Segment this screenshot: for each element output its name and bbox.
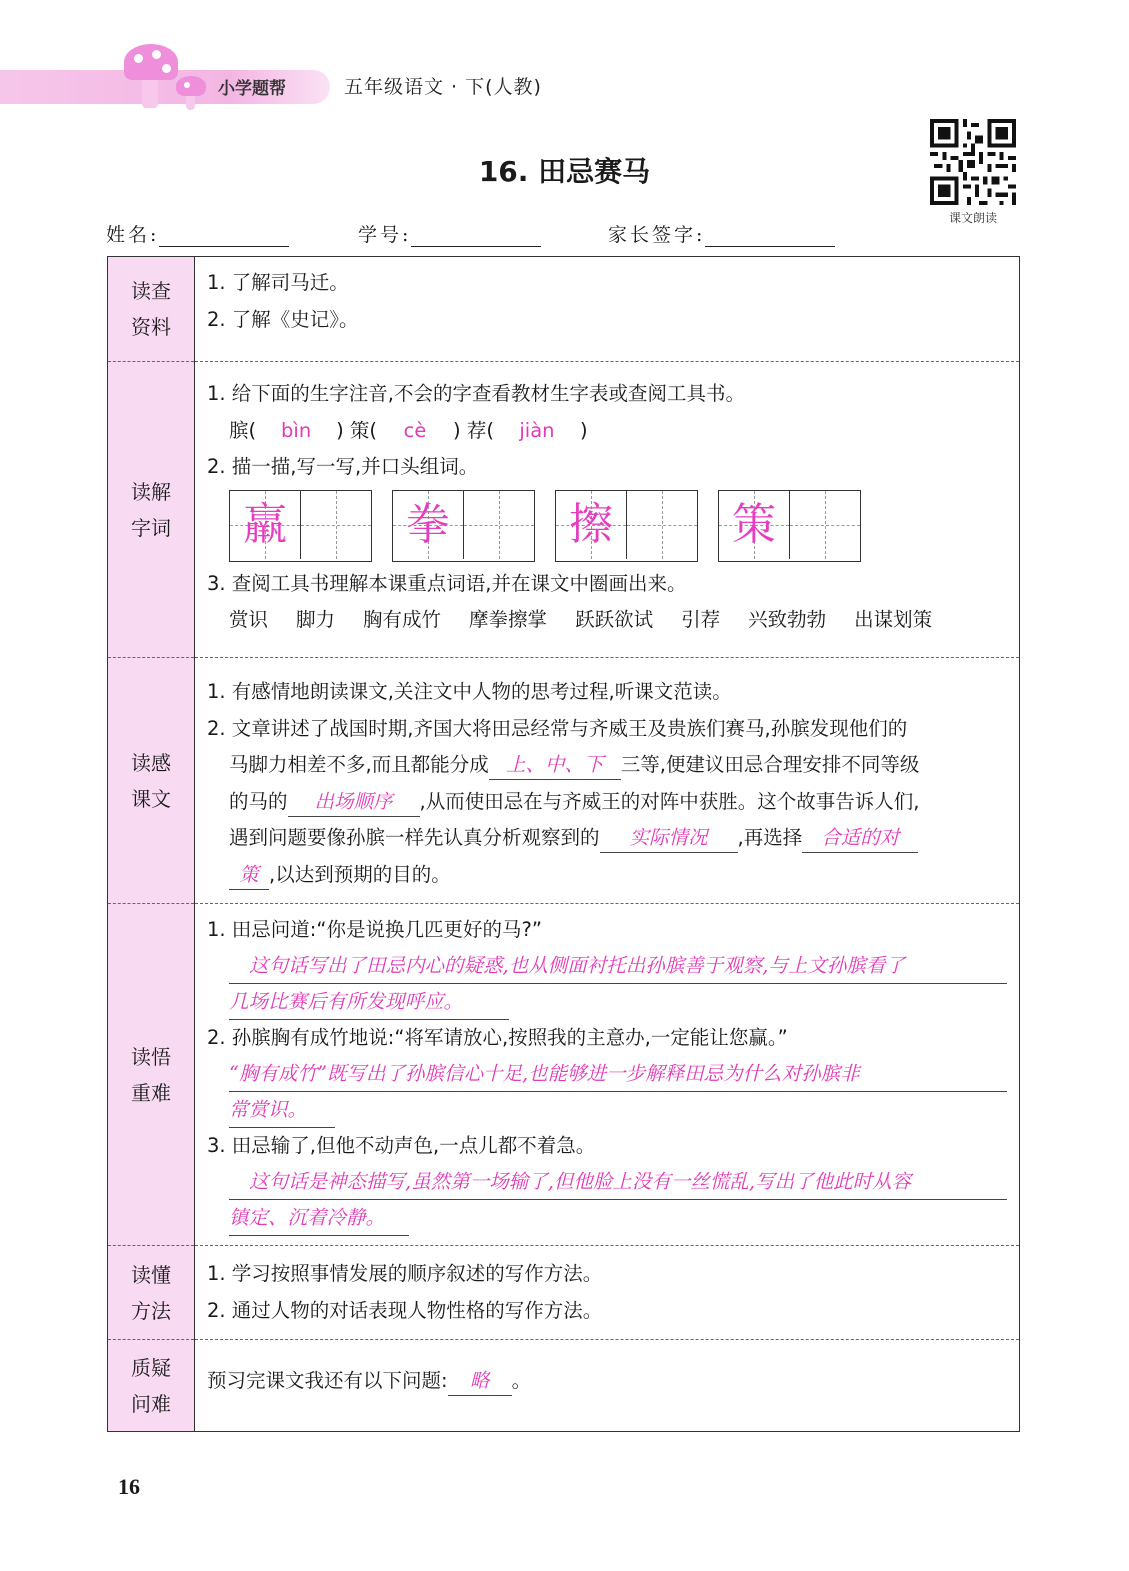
- question-line: 1. 田忌问道:“你是说换几匹更好的马?”: [207, 918, 542, 941]
- section-label: 读悟 重难: [108, 904, 195, 1246]
- vocabulary-list: [207, 602, 1007, 639]
- section-label: 读懂 方法: [108, 1246, 195, 1340]
- section-key-points: [108, 904, 1020, 1246]
- answer-line: 常赏识。: [229, 1093, 335, 1128]
- task-line: 马脚力相差不多,而且都能分成 上、中、下 三等,便建议田忌合理安排不同等级: [207, 747, 1007, 784]
- task-line: 2. 描一描,写一写,并口头组词。: [207, 455, 479, 478]
- answer-block[interactable]: [207, 1057, 1007, 1129]
- blank-answer[interactable]: 实际情况: [600, 824, 738, 853]
- task-line: 2. 了解《史记》。: [207, 307, 359, 331]
- vocab-word: 兴致勃勃: [748, 608, 827, 631]
- vocab-word: 摩拳擦掌: [469, 608, 548, 631]
- parent-signature-field[interactable]: [608, 220, 835, 247]
- answer-line: 镇定、沉着冷静。: [229, 1201, 409, 1236]
- name-label: 姓名:: [106, 224, 160, 246]
- page-number: 16: [118, 1474, 140, 1499]
- parent-signature-line[interactable]: [705, 226, 835, 247]
- book-series: 五年级语文 · 下(人教): [344, 76, 542, 98]
- blank-answer[interactable]: 上、中、下: [489, 751, 621, 780]
- vocab-word: 胸有成竹: [363, 608, 442, 631]
- section-body: [195, 904, 1020, 1246]
- name-field[interactable]: [106, 220, 289, 247]
- lesson-title: 16. 田忌赛马: [478, 155, 651, 188]
- task-line: 3. 查阅工具书理解本课重点词语,并在课文中圈画出来。: [207, 571, 687, 595]
- worksheet-table: [107, 256, 1020, 1432]
- writing-cell[interactable]: [555, 490, 698, 562]
- pinyin-answer[interactable]: jiàn: [519, 418, 555, 442]
- section-characters: [108, 362, 1020, 658]
- task-line: 2. 通过人物的对话表现人物性格的写作方法。: [207, 1298, 603, 1322]
- vocab-word: 出谋划策: [854, 608, 933, 631]
- trace-character: 拳: [406, 498, 450, 550]
- task-line: 的马的 出场顺序 ,从而使田忌在与齐威王的对阵中获胜。这个故事告诉人们,: [207, 784, 1007, 821]
- task-line: 2. 文章讲述了战国时期,齐国大将田忌经常与齐威王及贵族们赛马,孙膑发现他们的: [207, 716, 908, 740]
- writing-cell[interactable]: [229, 490, 372, 562]
- blank-answer[interactable]: 略: [448, 1367, 512, 1396]
- pinyin-answer[interactable]: bìn: [281, 418, 312, 442]
- writing-grid: [229, 490, 1007, 562]
- section-label: 质疑 问难: [108, 1340, 195, 1432]
- answer-block[interactable]: [207, 1165, 1007, 1237]
- trace-character: 策: [732, 498, 776, 550]
- vocab-word: 引荐: [681, 608, 721, 631]
- small-mushroom-icon: [176, 76, 206, 96]
- section-body: [195, 1246, 1020, 1340]
- blank-answer[interactable]: 策: [229, 861, 269, 890]
- student-number-label: 学号:: [358, 224, 412, 246]
- writing-cell[interactable]: [718, 490, 861, 562]
- task-line: 1. 学习按照事情发展的顺序叙述的写作方法。: [207, 1262, 603, 1285]
- qr-caption: 课文朗读: [948, 211, 997, 225]
- section-methods: [108, 1246, 1020, 1340]
- section-reference: [108, 257, 1020, 362]
- student-number-field[interactable]: [358, 220, 541, 247]
- trace-character: 擦: [569, 498, 613, 550]
- section-body: [195, 257, 1020, 362]
- answer-line: “胸有成竹”既写出了孙膑信心十足,也能够进一步解释田忌为什么对孙膑非: [229, 1057, 1007, 1092]
- qr-code[interactable]: [930, 119, 1016, 205]
- answer-line: 这句话是神态描写,虽然第一场输了,但他脸上没有一丝慌乱,写出了他此时从容: [229, 1165, 1007, 1200]
- task-line: 1. 有感情地朗读课文,关注文中人物的思考过程,听课文范读。: [207, 680, 732, 703]
- section-body: [195, 362, 1020, 658]
- section-body: [195, 1340, 1020, 1432]
- student-number-line[interactable]: [411, 226, 541, 247]
- section-body: [195, 658, 1020, 904]
- pinyin-line: 膑( bìn ) 策( cè ) 荐( jiàn ): [207, 413, 1007, 450]
- answer-block[interactable]: [207, 949, 1007, 1021]
- brand-name: 小学题帮: [218, 79, 286, 99]
- section-label: 读查 资料: [108, 257, 195, 362]
- pinyin-answer[interactable]: cè: [403, 418, 427, 442]
- section-label: 读解 字词: [108, 362, 195, 658]
- trace-character: 羸: [243, 498, 287, 550]
- task-line: 1. 了解司马迁。: [207, 271, 349, 294]
- vocab-word: 赏识: [229, 608, 269, 631]
- task-line: 1. 给下面的生字注音,不会的字查看教材生字表或查阅工具书。: [207, 382, 746, 405]
- answer-line: 几场比赛后有所发现呼应。: [229, 985, 509, 1020]
- section-label: 读感 课文: [108, 658, 195, 904]
- task-line: 遇到问题要像孙膑一样先认真分析观察到的 实际情况 ,再选择 合适的对: [207, 820, 1007, 857]
- vocab-word: 脚力: [296, 608, 336, 631]
- section-reading: [108, 658, 1020, 904]
- vocab-word: 跃跃欲试: [575, 608, 654, 631]
- writing-cell[interactable]: [392, 490, 535, 562]
- parent-signature-label: 家长签字:: [608, 224, 706, 246]
- blank-answer[interactable]: 合适的对: [802, 824, 918, 853]
- mushroom-icon: [124, 44, 178, 80]
- question-prompt: 预习完课文我还有以下问题: 略 。: [207, 1363, 1007, 1400]
- blank-answer[interactable]: 出场顺序: [288, 788, 420, 817]
- question-line: 2. 孙膑胸有成竹地说:“将军请放心,按照我的主意办,一定能让您赢。”: [207, 1026, 788, 1049]
- name-line[interactable]: [159, 226, 289, 247]
- answer-line: 这句话写出了田忌内心的疑惑,也从侧面衬托出孙膑善于观察,与上文孙膑看了: [229, 949, 1007, 984]
- section-questions: [108, 1340, 1020, 1432]
- question-line: 3. 田忌输了,但他不动声色,一点儿都不着急。: [207, 1134, 596, 1157]
- task-line: 策 ,以达到预期的目的。: [207, 857, 1007, 894]
